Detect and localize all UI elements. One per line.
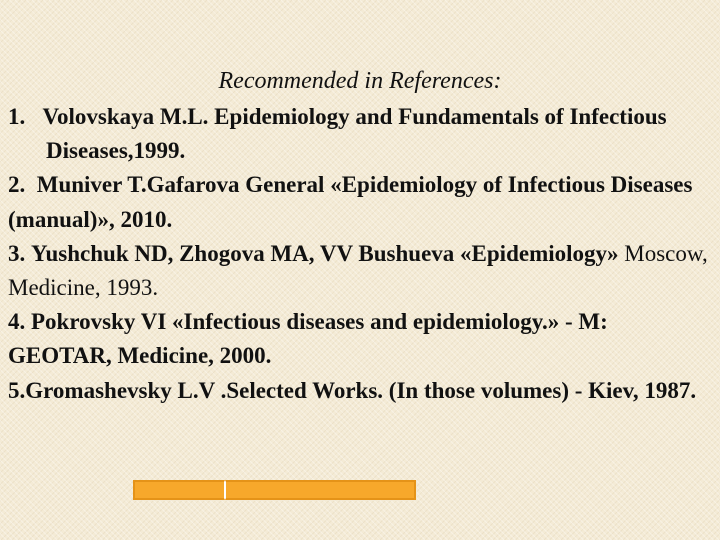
footer-accent-bar	[133, 480, 416, 500]
reference-text: Pokrovsky VI «Infectious diseases and epidemiology.» - M: GEOTAR, Medicine, 2000.	[8, 309, 608, 369]
reference-item-2	[8, 168, 713, 236]
reference-text: Muniver T.Gafarova General «Epidemiology of Infectious Diseases (manual)», 2010.	[8, 172, 693, 232]
reference-item-3	[8, 237, 713, 305]
reference-item-1	[8, 100, 713, 168]
reference-text: Gromashevsky L.V .Selected Works. (In those volumes) - Kiev, 1987.	[25, 377, 697, 403]
reference-number: 1.	[8, 104, 26, 129]
footer-accent-segment	[133, 480, 225, 500]
reference-text-normal: Moscow, Medicine, 1993.	[8, 240, 708, 301]
footer-accent-segment	[225, 480, 416, 500]
reference-text: Volovskaya M.L. Epidemiology and Fundamentals of Infectious Diseases,1999.	[42, 104, 667, 164]
reference-number: 2.	[8, 172, 26, 198]
reference-text: Yushchuk ND, Zhogova MA, VV Bushueva «Epidemiology»	[31, 240, 619, 266]
reference-number: 3.	[8, 240, 26, 266]
reference-number: 5.	[8, 377, 26, 403]
slide-heading: Recommended in References:	[218, 68, 502, 94]
reference-item-4	[8, 305, 713, 373]
reference-number: 4.	[8, 309, 26, 335]
reference-item-5	[8, 374, 713, 408]
reference-list	[8, 100, 713, 408]
